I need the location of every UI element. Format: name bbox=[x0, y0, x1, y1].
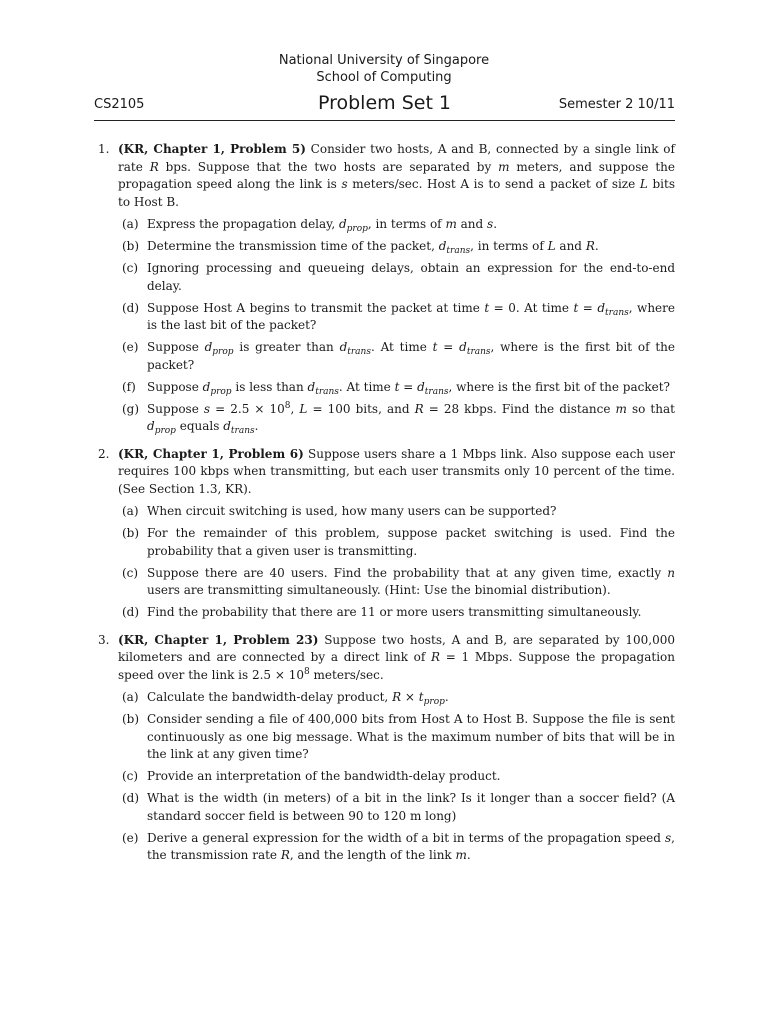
problem-number: 3. bbox=[98, 632, 110, 647]
problem-2 bbox=[94, 446, 675, 622]
title-row bbox=[94, 92, 675, 118]
subquestion-text: Consider sending a file of 400,000 bits from Host A to Host B. Suppose the file is sent continuously as one big message. What is the maximum number of bits that will be in the link at any given time? bbox=[147, 712, 675, 761]
subquestion-text: Express the propagation delay, $d_{prop}$, in terms of m and s. bbox=[147, 217, 498, 234]
subquestion-list bbox=[118, 689, 675, 865]
subquestion-label: (c) bbox=[122, 769, 139, 783]
subquestion-label: (b) bbox=[122, 239, 140, 253]
subquestion-text: What is the width (in meters) of a bit in the link? Is it longer than a soccer field? (A standard soccer field is between 90 to 120 m long) bbox=[147, 791, 675, 823]
problem-source: (KR, Chapter 1, Problem 5) bbox=[118, 142, 306, 156]
subquestion-label: (c) bbox=[122, 565, 139, 580]
subquestion-text: Derive a general expression for the width of a bit in terms of the propagation speed s, the transmission rate R, and the length of the link m. bbox=[147, 830, 675, 862]
semester-label: Semester 2 10/11 bbox=[558, 97, 675, 112]
subquestion bbox=[118, 711, 675, 764]
subquestion-text: Ignoring processing and queueing delays, obtain an expression for the end-to-end delay. bbox=[147, 261, 675, 293]
header-divider bbox=[94, 120, 675, 121]
problem-statement bbox=[118, 141, 675, 211]
subquestion bbox=[118, 565, 675, 600]
school-name: School of Computing bbox=[316, 70, 452, 85]
course-code: CS2105 bbox=[94, 97, 145, 112]
subquestion bbox=[118, 790, 675, 825]
subquestion-label: (f) bbox=[122, 379, 136, 394]
subquestion-text: Determine the transmission time of the packet, $d_{trans}$, in terms of L and R. bbox=[147, 239, 599, 256]
subquestion-text: Find the probability that there are 11 or more users transmitting simultaneously. bbox=[147, 605, 642, 619]
problem-number: 2. bbox=[98, 446, 110, 461]
subquestion-text: Suppose $s = 2.5 \times 10^8$, L = 100 bits, and R = 28 kbps. Find the distance m so that $d_{prop}$ equals $d_{trans}$. bbox=[147, 400, 675, 436]
subquestion-label: (g) bbox=[122, 401, 140, 416]
subquestion bbox=[118, 401, 675, 436]
problem-source: (KR, Chapter 1, Problem 23) bbox=[118, 632, 319, 647]
subquestion bbox=[118, 238, 675, 256]
subquestion-label: (d) bbox=[122, 300, 140, 315]
problem-text: Consider two hosts, A and B, connected by a single link of rate R bps. Suppose that the two hosts are separated by m meters, and suppose the propagation speed along the link is s meters/sec. Host A is to send a packet of size L bits to Host B. bbox=[118, 142, 676, 209]
subquestion-label: (d) bbox=[122, 605, 140, 619]
subquestion-label: (b) bbox=[122, 526, 140, 540]
subquestion-label: (a) bbox=[122, 690, 139, 704]
subquestion-label: (d) bbox=[122, 791, 140, 805]
problem-number: 1. bbox=[98, 142, 110, 156]
subquestion-list bbox=[118, 216, 675, 436]
subquestion-label: (c) bbox=[122, 261, 139, 275]
problem-source: (KR, Chapter 1, Problem 6) bbox=[118, 446, 304, 461]
subquestion bbox=[118, 260, 675, 295]
subquestion-text: For the remainder of this problem, suppose packet switching is used. Find the probability that a given user is transmitting. bbox=[147, 526, 675, 558]
problem-list bbox=[94, 141, 675, 875]
subquestion-label: (e) bbox=[122, 340, 139, 354]
subquestion bbox=[118, 689, 675, 707]
subquestion bbox=[118, 830, 675, 865]
subquestion-text: Calculate the bandwidth-delay product, $R \times t_{prop}$. bbox=[147, 690, 449, 707]
problem-statement bbox=[118, 632, 675, 685]
subquestion-list bbox=[118, 503, 675, 622]
problem-text: Suppose two hosts, A and B, are separated by 100,000 kilometers and are connected by a direct link of R = 1 Mbps. Suppose the propagation speed over the link is $2.5 \times 10^8$ meters/sec. bbox=[118, 632, 676, 682]
subquestion bbox=[118, 216, 675, 234]
subquestion bbox=[118, 525, 675, 560]
subquestion-label: (a) bbox=[122, 217, 139, 231]
subquestion-label: (e) bbox=[122, 830, 139, 845]
problem-1 bbox=[94, 141, 675, 436]
subquestion bbox=[118, 604, 675, 622]
subquestion-text: Provide an interpretation of the bandwidth-delay product. bbox=[147, 769, 501, 783]
problem-3 bbox=[94, 632, 675, 865]
subquestion bbox=[118, 503, 675, 521]
subquestion-text: Suppose there are 40 users. Find the probability that at any given time, exactly n users are transmitting simultaneously. (Hint: Use the binomial distribution). bbox=[147, 565, 675, 597]
page-title: Problem Set 1 bbox=[317, 92, 452, 114]
problem-text: Suppose users share a 1 Mbps link. Also suppose each user requires 100 kbps when transmitting, but each user transmits only 10 percent of the time. (See Section 1.3, KR). bbox=[118, 446, 675, 496]
subquestion bbox=[118, 768, 675, 786]
subquestion-text: Suppose $d_{prop}$ is less than $d_{trans}$. At time $t = d_{trans}$, where is the first bit of the packet? bbox=[147, 379, 670, 397]
subquestion bbox=[118, 339, 675, 374]
problem-statement bbox=[118, 446, 675, 499]
subquestion-text: Suppose Host A begins to transmit the packet at time t = 0. At time $t = d_{trans}$, where is the last bit of the packet? bbox=[147, 300, 675, 332]
subquestion bbox=[118, 300, 675, 335]
subquestion-text: When circuit switching is used, how many users can be supported? bbox=[147, 504, 557, 518]
subquestion-label: (b) bbox=[122, 712, 140, 726]
subquestion bbox=[118, 379, 675, 397]
subquestion-label: (a) bbox=[122, 504, 139, 518]
subquestion-text: Suppose $d_{prop}$ is greater than $d_{trans}$. At time $t = d_{trans}$, where is the first bit of the packet? bbox=[147, 340, 675, 372]
university-name: National University of Singapore bbox=[278, 53, 490, 68]
